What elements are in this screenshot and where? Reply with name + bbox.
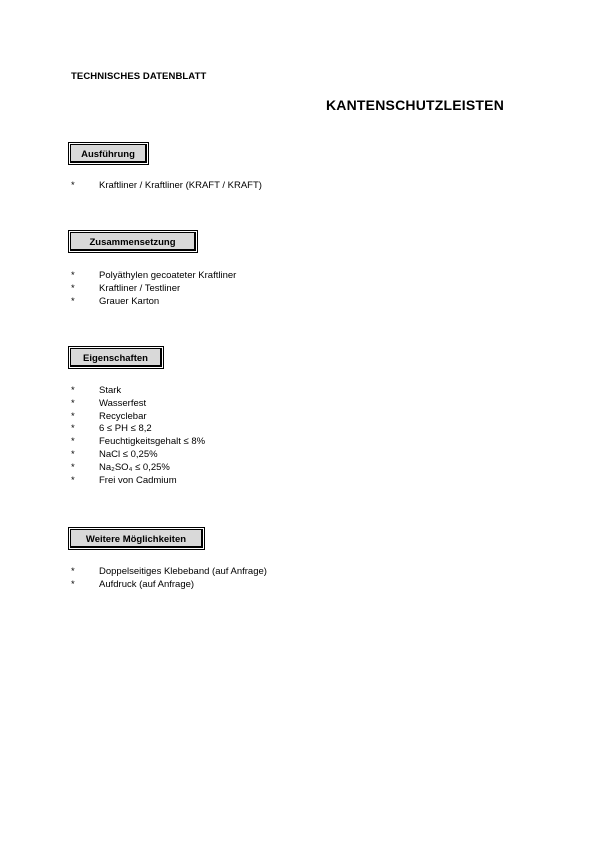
- list-item: [71, 296, 236, 309]
- list-item-text: Stark: [99, 385, 122, 396]
- list-item: [71, 449, 205, 462]
- bullet-marker: *: [71, 448, 75, 460]
- bullet-marker: *: [71, 295, 75, 307]
- list-item: [71, 566, 267, 579]
- section-heading-label: Weitere Möglichkeiten: [70, 529, 203, 548]
- list-item: [71, 411, 205, 424]
- list-item-text: Feuchtigkeitsgehalt ≤ 8%: [99, 436, 206, 448]
- list-item-text: NaCl ≤ 0,25%: [99, 448, 158, 460]
- list-item-text: 6 ≤ PH ≤ 8,2: [99, 423, 152, 435]
- section-heading-label: Zusammensetzung: [70, 232, 196, 251]
- bullet-marker: *: [71, 270, 75, 281]
- list-item-text: Frei von Cadmium: [99, 474, 177, 486]
- bullet-marker: *: [71, 385, 75, 396]
- document-title: KANTENSCHUTZLEISTEN: [326, 97, 505, 113]
- section-heading-eigenschaften: [68, 346, 164, 369]
- list-item-text: Polyäthylen gecoateter Kraftliner: [99, 270, 237, 281]
- list-item: [71, 579, 267, 592]
- list-item-text: Aufdruck (auf Anfrage): [99, 578, 195, 590]
- bullet-marker: *: [71, 410, 75, 422]
- section-heading-zusammensetzung: [68, 230, 198, 253]
- bullet-marker: *: [71, 282, 75, 294]
- list-item: [71, 283, 236, 296]
- list-item-text: Grauer Karton: [99, 295, 160, 307]
- list-item: [71, 385, 205, 398]
- list-item-text: Recyclebar: [99, 410, 147, 422]
- section-list-eigenschaften: [71, 385, 205, 487]
- bullet-marker: *: [71, 423, 75, 435]
- list-item-text: Wasserfest: [99, 397, 147, 409]
- list-item: [71, 270, 236, 283]
- list-item-text: Kraftliner / Testliner: [99, 282, 181, 294]
- list-item: [71, 423, 205, 436]
- bullet-marker: *: [71, 461, 75, 473]
- list-item-text: Na₂SO₄ ≤ 0,25%: [99, 461, 170, 473]
- bullet-marker: *: [71, 474, 75, 486]
- section-heading-weitere-moeglichkeiten: [68, 527, 205, 550]
- bullet-marker: *: [71, 180, 75, 191]
- list-item: [71, 436, 205, 449]
- section-heading-ausfuehrung: [68, 142, 149, 165]
- list-item-text: Kraftliner / Kraftliner (KRAFT / KRAFT): [99, 180, 262, 191]
- list-item: [71, 475, 205, 488]
- section-heading-label: Eigenschaften: [70, 348, 162, 367]
- section-heading-label: Ausführung: [70, 144, 147, 163]
- bullet-marker: *: [71, 578, 75, 590]
- section-list-ausfuehrung: [71, 180, 262, 193]
- section-list-weitere-moeglichkeiten: [71, 566, 267, 592]
- list-item: [71, 180, 262, 193]
- list-item: [71, 398, 205, 411]
- bullet-marker: *: [71, 397, 75, 409]
- document-type-label: TECHNISCHES DATENBLATT: [71, 71, 207, 82]
- bullet-marker: *: [71, 436, 75, 448]
- section-list-zusammensetzung: [71, 270, 236, 308]
- list-item: [71, 462, 205, 475]
- list-item-text: Doppelseitiges Klebeband (auf Anfrage): [99, 566, 267, 577]
- bullet-marker: *: [71, 566, 75, 577]
